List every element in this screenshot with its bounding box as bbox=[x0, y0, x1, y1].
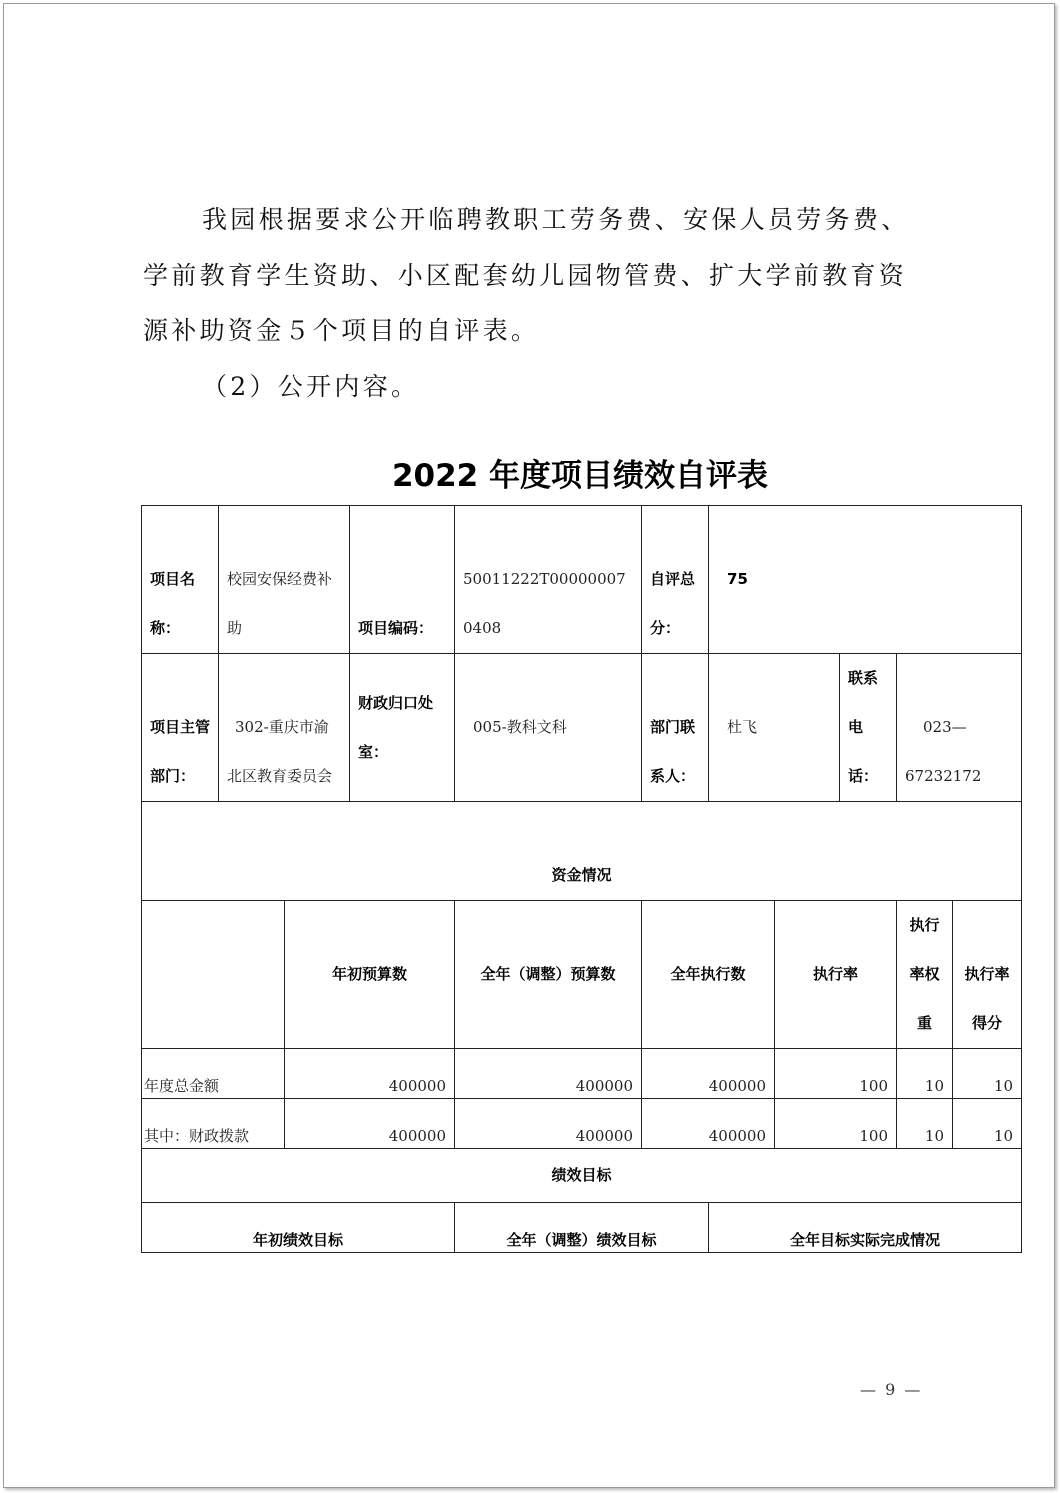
intro-line-3: 源补助资金５个项目的自评表。 bbox=[143, 316, 540, 345]
dept-label: 项目主管部门： bbox=[142, 654, 219, 802]
project-code-value: 50011222T000000070408 bbox=[455, 506, 642, 654]
funds-header-adjusted-budget: 全年（调整）预算数 bbox=[455, 901, 642, 1049]
info-row-1 bbox=[142, 506, 1022, 654]
intro-line-4: （2）公开内容。 bbox=[202, 372, 420, 401]
funds-header-row bbox=[142, 901, 1022, 1049]
funds-header-blank bbox=[142, 901, 285, 1049]
phone-value: 023—67232172 bbox=[897, 654, 1022, 802]
funds-cell-score: 10 bbox=[953, 1049, 1022, 1099]
funds-header-rate-weight: 执行率权重 bbox=[897, 901, 953, 1049]
funds-cell-weight: 10 bbox=[897, 1049, 953, 1099]
funds-header-executed: 全年执行数 bbox=[642, 901, 775, 1049]
funds-header-exec-rate: 执行率 bbox=[775, 901, 897, 1049]
funds-cell-adjusted: 400000 bbox=[455, 1099, 642, 1149]
funds-cell-executed: 400000 bbox=[642, 1099, 775, 1149]
project-name-value: 校园安保经费补助 bbox=[219, 506, 350, 654]
performance-section-title: 绩效目标 bbox=[142, 1149, 1022, 1203]
dept-value: 302-重庆市渝北区教育委员会 bbox=[219, 654, 350, 802]
intro-line-2: 学前教育学生资助、小区配套幼儿园物管费、扩大学前教育资 bbox=[143, 261, 908, 290]
performance-header-adjusted: 全年（调整）绩效目标 bbox=[455, 1203, 709, 1253]
finance-value: 005-教科文科 bbox=[455, 654, 642, 802]
funds-row-fiscal bbox=[142, 1099, 1022, 1149]
funds-cell-initial: 400000 bbox=[285, 1099, 455, 1149]
performance-header-row bbox=[142, 1203, 1022, 1253]
funds-cell-executed: 400000 bbox=[642, 1049, 775, 1099]
funds-cell-initial: 400000 bbox=[285, 1049, 455, 1099]
funds-cell-score: 10 bbox=[953, 1099, 1022, 1149]
contact-label: 部门联系人： bbox=[642, 654, 709, 802]
info-row-2 bbox=[142, 654, 1022, 802]
intro-line-1: 我园根据要求公开临聘教职工劳务费、安保人员劳务费、 bbox=[202, 205, 910, 234]
funds-cell-adjusted: 400000 bbox=[455, 1049, 642, 1099]
finance-label: 财政归口处室： bbox=[350, 654, 455, 802]
page-number: — 9 — bbox=[860, 1380, 923, 1399]
contact-value: 杜飞 bbox=[709, 654, 840, 802]
funds-cell-rate: 100 bbox=[775, 1049, 897, 1099]
score-value: 75 bbox=[709, 506, 1022, 654]
funds-header-initial-budget: 年初预算数 bbox=[285, 901, 455, 1049]
funds-row-label: 年度总金额 bbox=[142, 1049, 285, 1099]
performance-header-initial: 年初绩效目标 bbox=[142, 1203, 455, 1253]
performance-section-row bbox=[142, 1149, 1022, 1203]
self-evaluation-table bbox=[141, 505, 1022, 1253]
funds-section-row bbox=[142, 802, 1022, 901]
score-label: 自评总分： bbox=[642, 506, 709, 654]
funds-section-title: 资金情况 bbox=[142, 802, 1022, 901]
performance-header-actual: 全年目标实际完成情况 bbox=[709, 1203, 1022, 1253]
phone-label: 联系电话： bbox=[840, 654, 897, 802]
funds-cell-rate: 100 bbox=[775, 1099, 897, 1149]
project-name-label: 项目名称： bbox=[142, 506, 219, 654]
funds-cell-weight: 10 bbox=[897, 1099, 953, 1149]
funds-header-rate-score: 执行率得分 bbox=[953, 901, 1022, 1049]
project-code-label: 项目编码： bbox=[350, 506, 455, 654]
table-title: 2022 年度项目绩效自评表 bbox=[391, 458, 769, 494]
funds-row-label: 其中：财政拨款 bbox=[142, 1099, 285, 1149]
funds-row-total bbox=[142, 1049, 1022, 1099]
